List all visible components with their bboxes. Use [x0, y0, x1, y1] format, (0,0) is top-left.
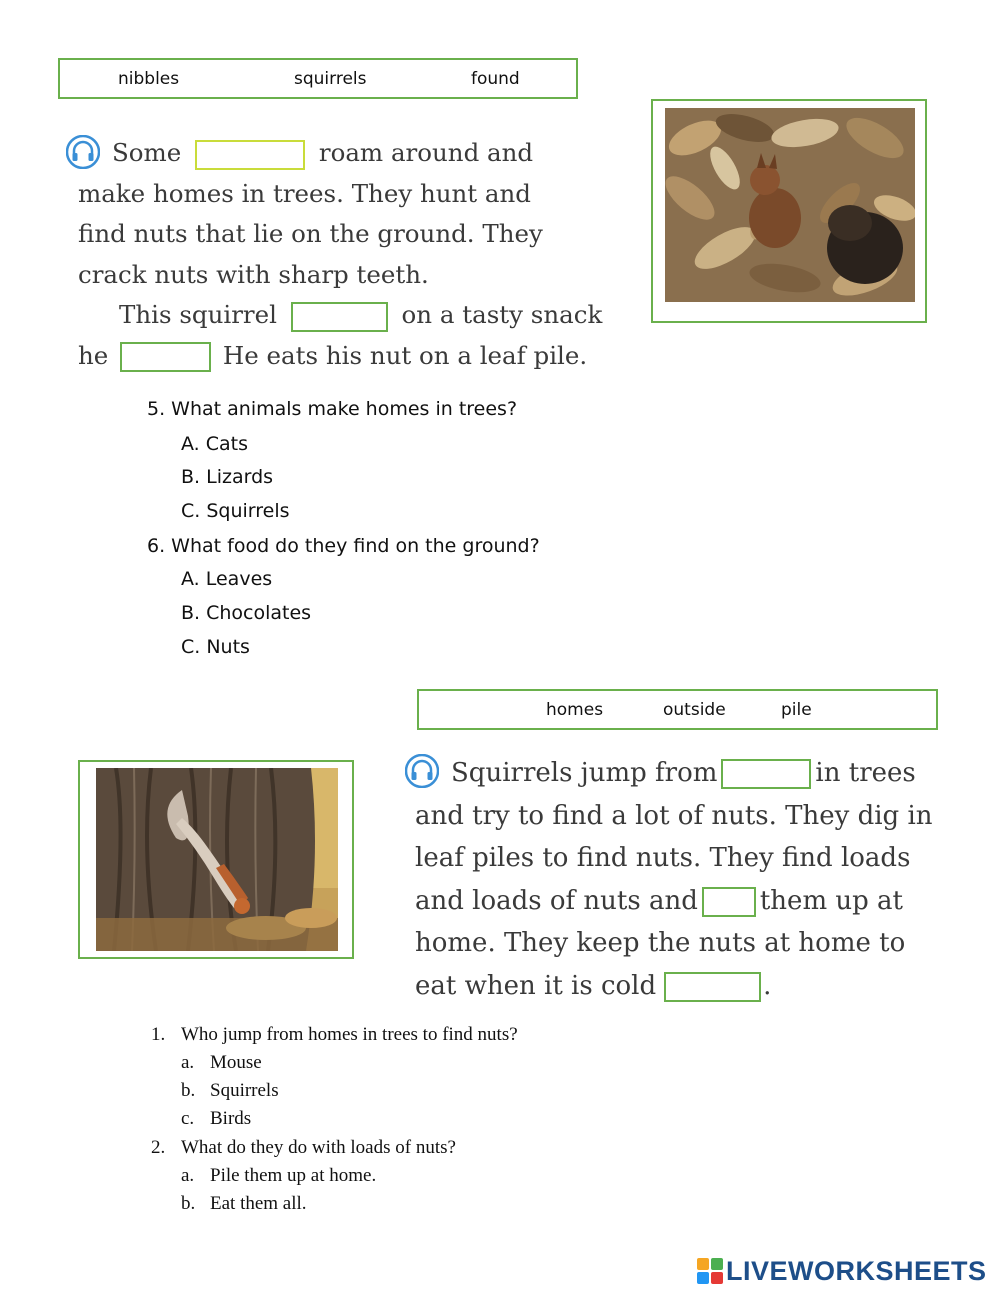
- passage-line: [405, 795, 933, 838]
- passage-text: eat when it is cold: [415, 970, 657, 1001]
- passage-text: leaf piles to find nuts. They find loads: [415, 843, 911, 873]
- question-label: 5. What animals make homes in trees?: [147, 398, 518, 420]
- answer-option[interactable]: Squirrels: [210, 1080, 279, 1101]
- answer-option[interactable]: A. Leaves: [181, 568, 273, 590]
- passage-text: crack nuts with sharp teeth.: [78, 259, 429, 289]
- passage-text: on a tasty snack: [401, 300, 603, 329]
- passage-line: [66, 133, 602, 174]
- passage-line: [66, 295, 602, 336]
- answer-blank[interactable]: [120, 342, 211, 372]
- answer-blank[interactable]: [291, 302, 388, 332]
- passage-line: [405, 752, 933, 795]
- option-letter: b.: [181, 1080, 196, 1101]
- question-text: Who jump from homes in trees to find nuts?: [181, 1024, 518, 1045]
- word-bank-word[interactable]: found: [471, 69, 520, 89]
- liveworksheets-logo: [697, 1256, 987, 1286]
- answer-option[interactable]: Birds: [210, 1108, 252, 1129]
- passage-line: [405, 880, 933, 923]
- word-bank-word[interactable]: outside: [663, 700, 726, 720]
- word-bank-2: [417, 689, 938, 730]
- headphones-icon[interactable]: [405, 754, 439, 788]
- answer-blank[interactable]: [721, 759, 811, 789]
- passage-line: [405, 837, 933, 880]
- photo-frame-1: [651, 99, 927, 323]
- squirrel-in-leaves-image: [665, 108, 915, 302]
- option-letter: b.: [181, 1193, 196, 1214]
- passage-text: and loads of nuts and: [415, 885, 698, 916]
- option-letter: c.: [181, 1108, 195, 1129]
- passage-text: find nuts that lie on the ground. They: [78, 219, 543, 248]
- passage-text: He eats his nut on a leaf pile.: [222, 340, 588, 370]
- answer-option[interactable]: B. Chocolates: [181, 602, 312, 624]
- passage-2: [405, 752, 933, 1007]
- passage-line: [66, 336, 602, 377]
- passage-text: This squirrel: [119, 300, 277, 329]
- option-letter: a.: [181, 1052, 195, 1073]
- answer-blank[interactable]: [195, 140, 305, 170]
- word-bank-word[interactable]: nibbles: [118, 69, 180, 89]
- question-number: 1.: [151, 1024, 166, 1045]
- answer-option[interactable]: Mouse: [210, 1052, 262, 1073]
- word-bank-word[interactable]: homes: [546, 700, 604, 720]
- answer-option[interactable]: C. Nuts: [181, 636, 250, 658]
- passage-text: roam around and: [318, 138, 534, 167]
- logo-text: LIVEWORKSHEETS: [726, 1255, 987, 1286]
- passage-line: [405, 922, 933, 965]
- passage-line: [66, 255, 602, 296]
- answer-option[interactable]: A. Cats: [181, 433, 249, 455]
- passage-text: Squirrels jump from: [451, 758, 718, 788]
- passage-text: them up at: [759, 885, 903, 916]
- passage-text: home. They keep the nuts at home to: [415, 928, 906, 958]
- passage-text: and try to find a lot of nuts. They dig in: [415, 800, 933, 831]
- question-number: 2.: [151, 1137, 166, 1158]
- photo-frame-2: [78, 760, 354, 959]
- question-text: What do they do with loads of nuts?: [181, 1137, 456, 1158]
- logo-mark-icon: [697, 1258, 723, 1284]
- answer-blank[interactable]: [664, 972, 761, 1002]
- word-bank-word[interactable]: pile: [781, 700, 812, 720]
- answer-option[interactable]: Eat them all.: [210, 1193, 307, 1214]
- passage-line: [405, 965, 933, 1008]
- answer-blank[interactable]: [702, 887, 756, 917]
- passage-text: make homes in trees. They hunt and: [78, 178, 531, 208]
- passage-text: .: [763, 970, 772, 1001]
- answer-option[interactable]: B. Lizards: [181, 466, 274, 488]
- squirrel-on-tree-image: [96, 768, 338, 951]
- word-bank-word[interactable]: squirrels: [294, 69, 367, 89]
- passage-line: [66, 214, 602, 255]
- word-bank-1: [58, 58, 578, 99]
- question-label: 6. What food do they find on the ground?: [147, 535, 540, 557]
- passage-1: [66, 133, 602, 376]
- headphones-icon[interactable]: [66, 135, 100, 169]
- answer-option[interactable]: Pile them up at home.: [210, 1165, 377, 1186]
- passage-text: he: [78, 340, 109, 370]
- answer-option[interactable]: C. Squirrels: [181, 500, 290, 522]
- passage-text: in trees: [815, 758, 916, 788]
- passage-text: Some: [112, 138, 182, 167]
- passage-line: [66, 174, 602, 215]
- option-letter: a.: [181, 1165, 195, 1186]
